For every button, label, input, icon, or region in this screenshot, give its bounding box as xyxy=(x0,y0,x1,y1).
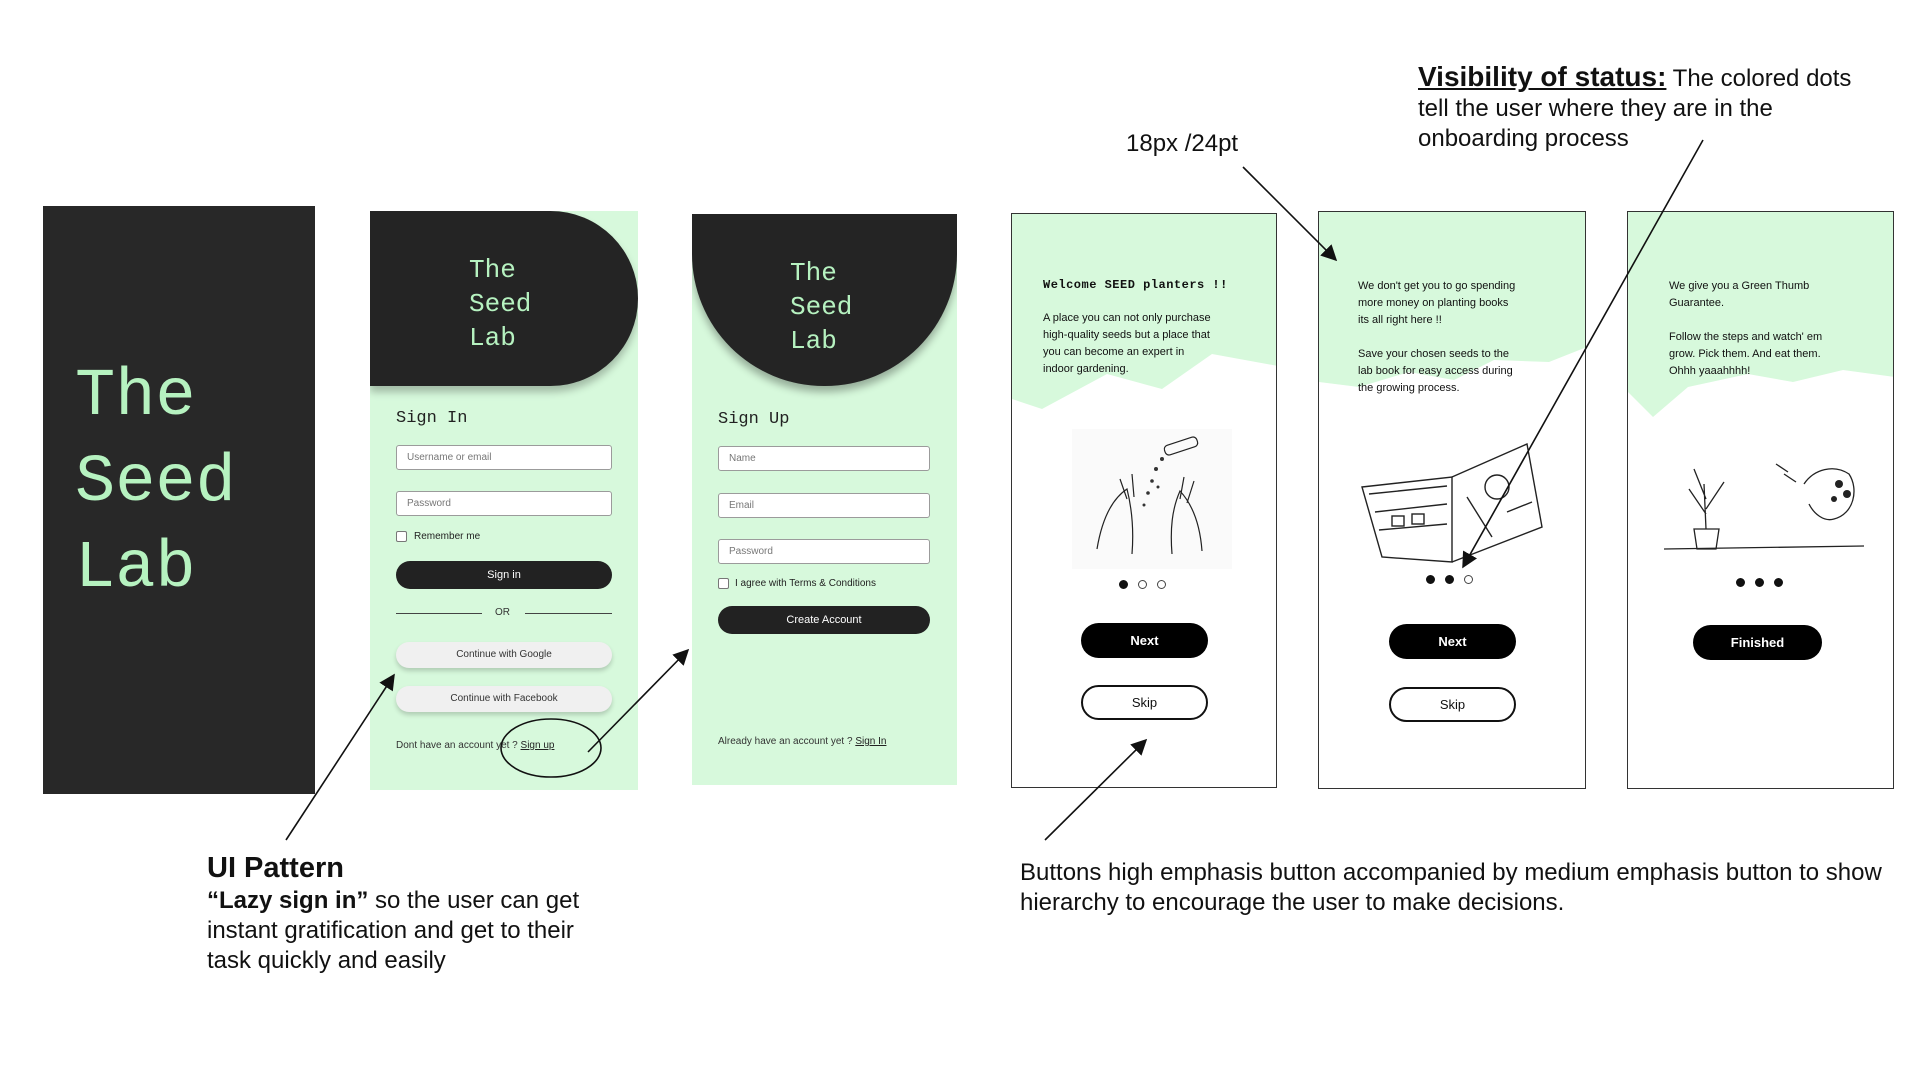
pattern-annotation-bold: “Lazy sign in” xyxy=(207,887,369,914)
buttons-annotation-line: Buttons high emphasis button accompanied by medium emphasis button to show xyxy=(1020,859,1882,886)
logo-line: The xyxy=(75,359,196,435)
google-button[interactable]: Continue with Google xyxy=(396,642,612,668)
logo-line: Seed xyxy=(469,289,532,319)
finished-button[interactable]: Finished xyxy=(1693,625,1822,660)
body-line: more money on planting books xyxy=(1358,297,1509,309)
pattern-annotation-line: task quickly and easily xyxy=(207,947,446,974)
footer-text: Dont have an account yet ? xyxy=(396,740,518,751)
body-line: Guarantee. xyxy=(1669,297,1725,309)
pattern-annotation xyxy=(207,850,579,976)
signup-password-input[interactable]: Password xyxy=(718,539,930,564)
arrow-lazy-signin xyxy=(286,675,394,840)
pattern-annotation-title: UI Pattern xyxy=(207,852,344,884)
next-button[interactable]: Next xyxy=(1389,624,1516,659)
arrow-status-dots xyxy=(1463,140,1703,567)
body-line: lab book for easy access during xyxy=(1358,365,1513,377)
signin-link[interactable]: Sign In xyxy=(855,736,887,747)
footer-text: Already have an account yet ? xyxy=(718,736,853,747)
body-line: A place you can not only purchase xyxy=(1043,312,1211,324)
signup-link[interactable]: Sign up xyxy=(520,740,555,751)
terms-label: I agree with Terms & Conditions xyxy=(735,578,876,589)
body-line: We give you a Green Thumb xyxy=(1669,280,1810,292)
next-button[interactable]: Next xyxy=(1081,623,1208,658)
body-line: indoor gardening. xyxy=(1043,363,1129,375)
status-annotation-title: Visibility of status: xyxy=(1418,61,1667,92)
logo-line: Lab xyxy=(75,531,196,607)
skip-button[interactable]: Skip xyxy=(1081,685,1208,720)
logo-line: Lab xyxy=(790,326,837,356)
buttons-annotation-line: hierarchy to encourage the user to make decisions. xyxy=(1020,889,1565,916)
pattern-annotation-line: instant gratification and get to their xyxy=(207,917,574,944)
skip-button[interactable]: Skip xyxy=(1389,687,1516,722)
buttons-annotation xyxy=(1020,858,1882,918)
body-line: high-quality seeds but a place that xyxy=(1043,329,1210,341)
arrow-buttons xyxy=(1045,740,1146,840)
body-line: its all right here !! xyxy=(1358,314,1442,326)
body-line: you can become an expert in xyxy=(1043,346,1185,358)
create-account-button[interactable]: Create Account xyxy=(718,606,930,634)
signin-button[interactable]: Sign in xyxy=(396,561,612,589)
status-annotation xyxy=(1418,62,1851,154)
or-label: OR xyxy=(495,607,510,618)
logo-line: Seed xyxy=(75,445,236,521)
arrow-to-signup xyxy=(588,650,688,752)
name-input[interactable]: Name xyxy=(718,446,930,471)
password-input[interactable]: Password xyxy=(396,491,612,516)
logo-line: Lab xyxy=(469,323,516,353)
onboarding-title: Welcome SEED planters !! xyxy=(1043,278,1228,292)
body-line: Follow the steps and watch' em xyxy=(1669,331,1823,343)
signin-title: Sign In xyxy=(396,409,468,428)
pattern-annotation-line: so the user can get xyxy=(368,887,580,914)
body-line: the growing process. xyxy=(1358,382,1460,394)
username-input[interactable]: Username or email xyxy=(396,445,612,470)
remember-label: Remember me xyxy=(414,531,481,542)
facebook-button[interactable]: Continue with Facebook xyxy=(396,686,612,712)
body-line: We don't get you to go spending xyxy=(1358,280,1516,292)
size-annotation: 18px /24pt xyxy=(1126,130,1239,157)
body-line: Ohhh yaaahhhh! xyxy=(1669,365,1751,377)
logo-line: The xyxy=(469,255,516,285)
status-annotation-line: tell the user where they are in the xyxy=(1418,95,1773,122)
body-line: Save your chosen seeds to the xyxy=(1358,348,1510,360)
status-annotation-line: The colored dots xyxy=(1672,65,1852,92)
signup-link-circle xyxy=(501,719,601,777)
arrow-font-size xyxy=(1243,167,1336,260)
email-input[interactable]: Email xyxy=(718,493,930,518)
body-line: grow. Pick them. And eat them. xyxy=(1669,348,1821,360)
signup-title: Sign Up xyxy=(718,410,790,429)
logo-line: Seed xyxy=(790,292,853,322)
status-annotation-line: onboarding process xyxy=(1418,125,1629,152)
logo-line: The xyxy=(790,258,837,288)
